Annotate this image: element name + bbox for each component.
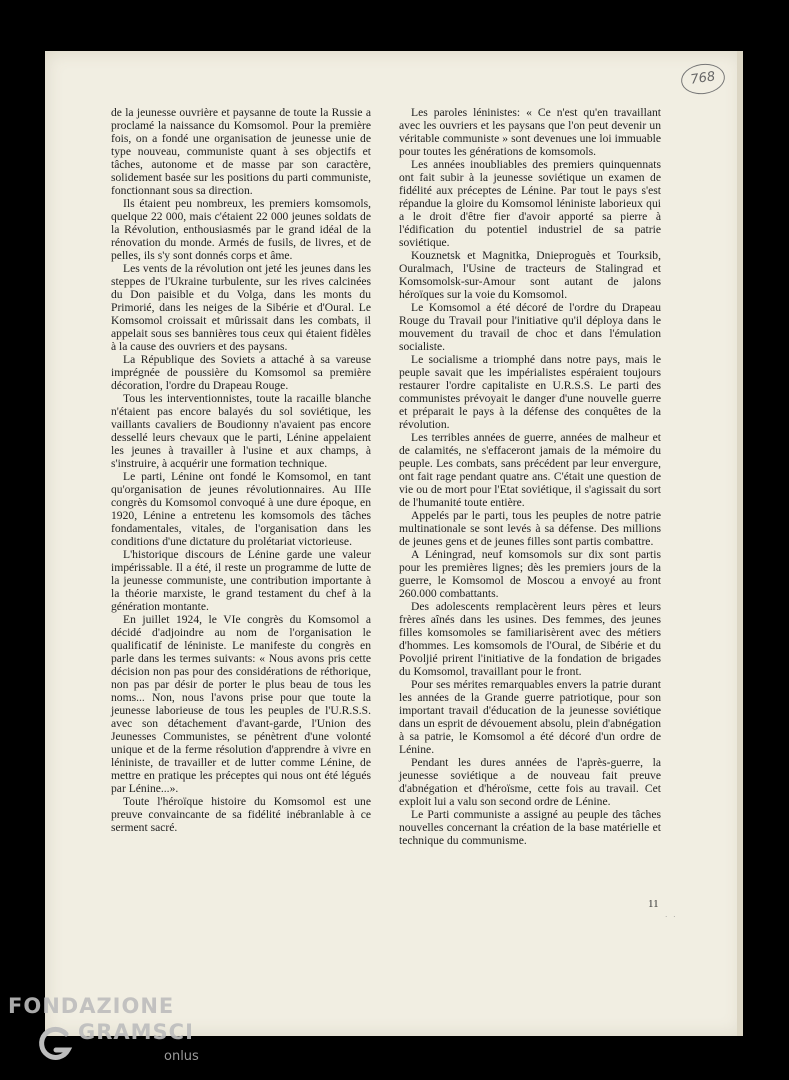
paragraph: En juillet 1924, le VIe congrès du Komsomol a décidé d'adjoindre au nom de l'organisation le qualificatif de léniniste. Le manifeste du congrès en parle dans les termes suivants: « Nous avons pris cette décision non pas pour des considérations de réthorique, non pas par désir de porter le plus beau de tous les noms... Non, nous l'avons prise pour que toute la jeunesse laborieuse de tous les peuples de l'U.R.S.S. avec son détachement d'avant-garde, l'Union des Jeunesses Communistes, se pénètrent d'une volonté unique et de la ferme résolution d'apprendre à vivre en léniniste, de travailler et de lutter comme Lénine, de mettre en pratique les préceptes qui nous ont été légués par Lénine...». bbox=[111, 613, 371, 795]
paragraph: Ils étaient peu nombreux, les premiers komsomols, quelque 22 000, mais c'étaient 22 000 jeunes soldats de la Révolution, enthousiasmés par le grand idéal de la rénovation du monde. Armés de fusils, de livres, et de pelles, ils s'y sont donnés corps et âme. bbox=[111, 197, 371, 262]
paragraph: de la jeunesse ouvrière et paysanne de toute la Russie a proclamé la naissance du Komsomol. Pour la première fois, on a fondé une organisation de jeunesse unie de type nouveau, communiste quant à ses objectifs et tâches, autonome et de masse par son caractère, solidement basée sur les positions du parti communiste, fonctionnant sous sa direction. bbox=[111, 106, 371, 197]
pencil-annotation: 768 bbox=[679, 61, 727, 97]
paragraph: Kouznetsk et Magnitka, Dnieproguès et Tourksib, Ouralmach, l'Usine de tracteurs de Stalingrad et Komsomolsk-sur-Amour sont autant de jalons héroïques sur la voie du Komsomol. bbox=[399, 249, 661, 301]
paragraph: Toute l'héroïque histoire du Komsomol est une preuve convaincante de sa fidélité inébranlable à ce serment sacré. bbox=[111, 795, 371, 834]
margin-marks: · · bbox=[665, 913, 678, 921]
paragraph: Les paroles léninistes: « Ce n'est qu'en travaillant avec les ouvriers et les paysans que l'on peut devenir un véritable communiste » sont devenues une loi immuable pour toutes les générations de komsomols. bbox=[399, 106, 661, 158]
left-column bbox=[111, 106, 371, 834]
paragraph: Pendant les dures années de l'après-guerre, la jeunesse soviétique a de nouveau fait preuve d'abnégation et d'héroïsme, cette fois au travail. Cet exploit lui a valu son second ordre de Lénine. bbox=[399, 756, 661, 808]
watermark-line1: FONDAZIONE bbox=[8, 994, 175, 1018]
page-edge bbox=[737, 51, 743, 1036]
document-page bbox=[45, 51, 743, 1036]
paragraph: Des adolescents remplacèrent leurs pères et leurs frères aînés dans les usines. Des femmes, des jeunes filles komsomoles se familiarisèrent avec des métiers d'hommes. Les komsomols de l'Oural, de Sibérie et du Povoljié prirent l'initiative de la fondation de brigades du Komsomol, travaillant pour le front. bbox=[399, 600, 661, 678]
paragraph: L'historique discours de Lénine garde une valeur impérissable. Il a été, il reste un programme de lutte de la jeunesse communiste, une contribution importante à la théorie marxiste, le grand testament du chef à la génération montante. bbox=[111, 548, 371, 613]
paragraph: Appelés par le parti, tous les peuples de notre patrie multinationale se sont levés à sa défense. Des millions de jeunes gens et de jeunes filles sont partis combattre. bbox=[399, 509, 661, 548]
paragraph: Le parti, Lénine ont fondé le Komsomol, en tant qu'organisation de jeunes révolutionnaires. Au IIIe congrès du Komsomol convoqué à une dure époque, en 1920, Lénine a entretenu les komsomols des tâches fondamentales, vitales, de l'organisation dans les conditions d'une dictature du prolétariat victorieuse. bbox=[111, 470, 371, 548]
watermark bbox=[8, 994, 228, 1074]
watermark-logo-icon bbox=[36, 1024, 76, 1064]
page-number: 11 bbox=[648, 898, 659, 910]
paragraph: Pour ses mérites remarquables envers la patrie durant les années de la Grande guerre patriotique, pour son important travail d'éducation de la jeunesse soviétique dans un esprit de dévouement absolu, plein d'abnégation à sa patrie, le Komsomol a été décoré d'un ordre de Lénine. bbox=[399, 678, 661, 756]
watermark-sub: onlus bbox=[164, 1049, 199, 1064]
paragraph: Les années inoubliables des premiers quinquennats ont fait subir à la jeunesse soviétique un examen de fidélité aux préceptes de Lénine. Par tout le pays s'est répandue la gloire du Komsomol léniniste laborieux qui a le droit d'être fier d'avoir apporté sa pierre à l'édification du potentiel industriel de sa patrie soviétique. bbox=[399, 158, 661, 249]
watermark-line2: GRAMSCI bbox=[78, 1020, 194, 1044]
paragraph: La République des Soviets a attaché à sa vareuse imprégnée de poussière du Komsomol sa première décoration, l'ordre du Drapeau Rouge. bbox=[111, 353, 371, 392]
paragraph: Les vents de la révolution ont jeté les jeunes dans les steppes de l'Ukraine turbulente, sur les rives calcinées du Don paisible et du Volga, dans les monts du Primorié, dans les neiges de la Sibérie et d'Oural. Le Komsomol croissait et mûrissait dans les combats, il appelait sous ses bannières tous ceux qui étaient fidèles à la cause des ouvriers et des paysans. bbox=[111, 262, 371, 353]
paragraph: Les terribles années de guerre, années de malheur et de calamités, ne s'effaceront jamais de la mémoire du peuple. Les combats, sans précédent par leur envergure, ont fait rage pendant quatre ans. C'était une question de vie ou de mort pour l'Etat soviétique, il s'agissait du sort de l'humanité toute entière. bbox=[399, 431, 661, 509]
paragraph: Le socialisme a triomphé dans notre pays, mais le peuple savait que les impérialistes espéraient toujours restaurer l'ordre capitaliste en U.R.S.S. Le parti des communistes prévoyait le danger d'une nouvelle guerre et préparait le pays à la défense des conquêtes de la révolution. bbox=[399, 353, 661, 431]
paragraph: Tous les interventionnistes, toute la racaille blanche n'étaient pas encore balayés du sol soviétique, les vaillants cavaliers de Boudionny n'avaient pas encore dessellé leurs chevaux que le parti, Lénine appelaient les jeunes à travailler à l'usine et aux champs, à s'instruire, à acquérir une formation technique. bbox=[111, 392, 371, 470]
paragraph: Le Parti communiste a assigné au peuple des tâches nouvelles concernant la création de la base matérielle et technique du communisme. bbox=[399, 808, 661, 847]
paragraph: Le Komsomol a été décoré de l'ordre du Drapeau Rouge du Travail pour l'initiative qu'il déploya dans le mouvement du travail de choc et dans l'émulation socialiste. bbox=[399, 301, 661, 353]
paragraph: A Léningrad, neuf komsomols sur dix sont partis pour les premières lignes; dès les premiers jours de la guerre, le Komsomol de Moscou a envoyé au front 260.000 combattants. bbox=[399, 548, 661, 600]
right-column bbox=[399, 106, 661, 847]
